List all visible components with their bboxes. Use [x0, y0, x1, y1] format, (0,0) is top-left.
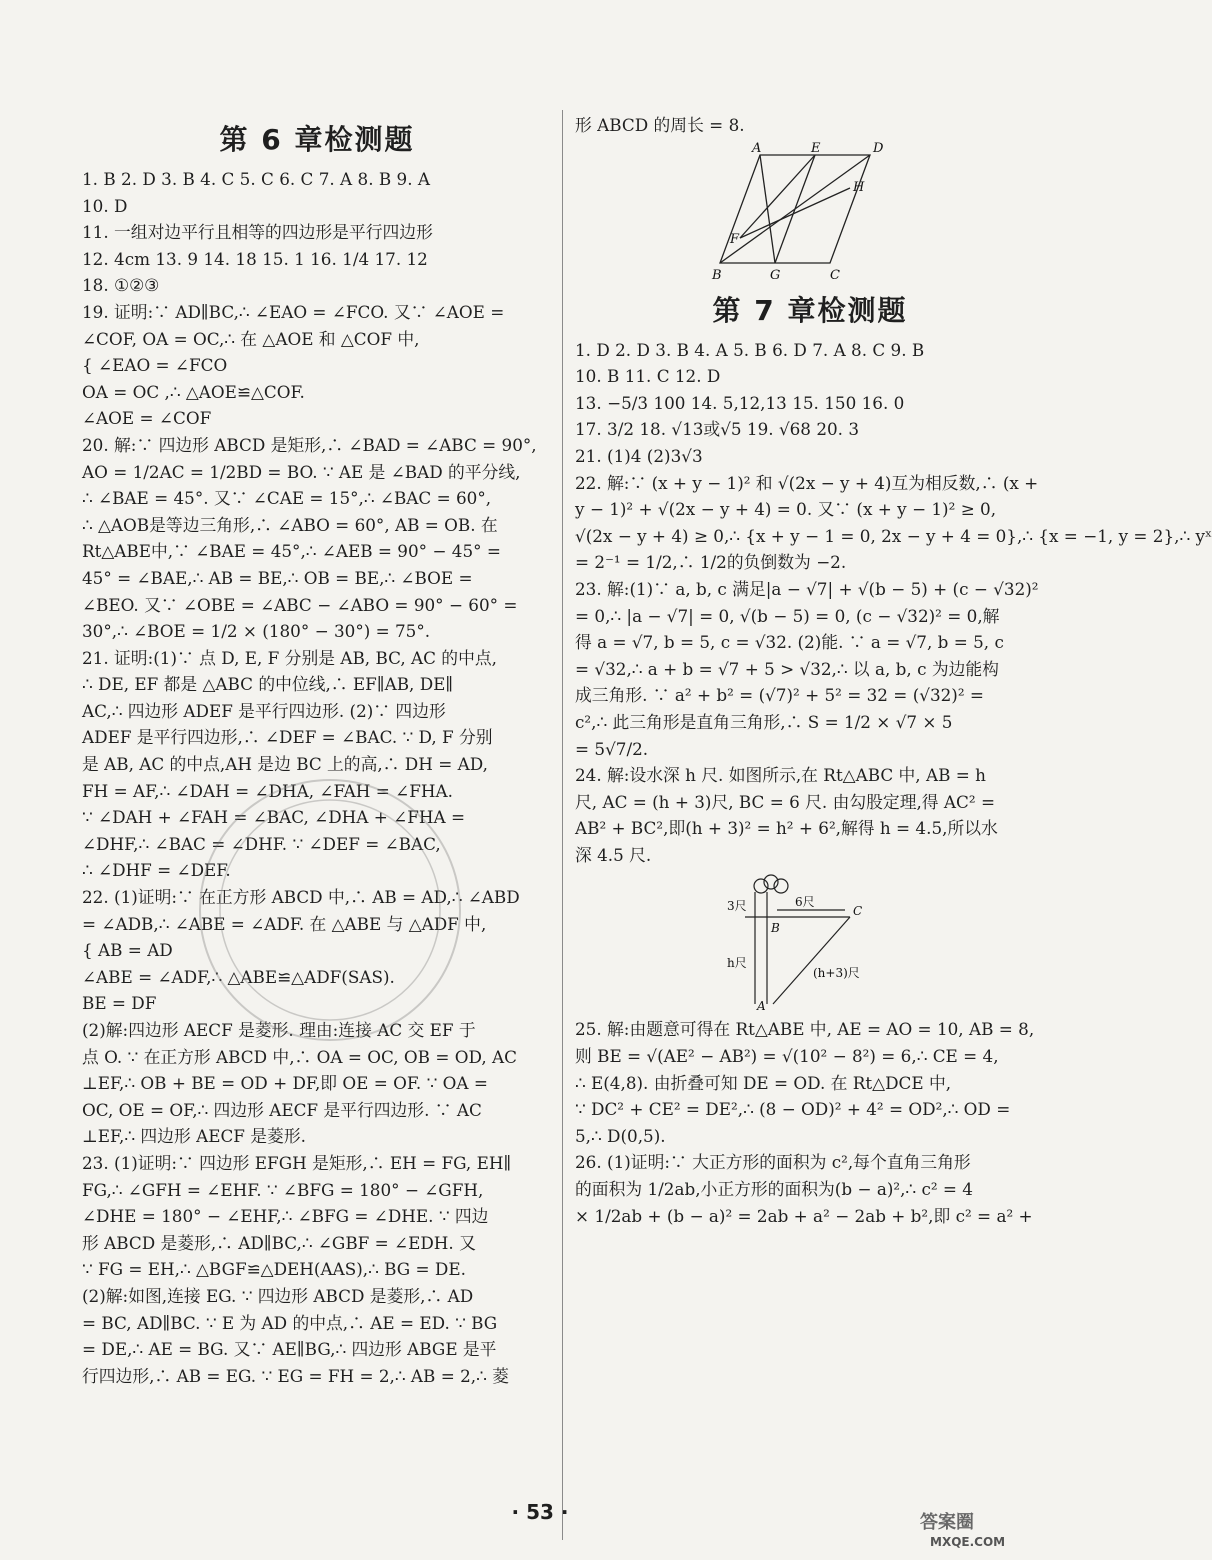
- answer-line: 22. (1)证明:∵ 在正方形 ABCD 中,∴ AB = AD,∴ ∠ABD: [82, 887, 520, 908]
- answer-line: = DE,∴ AE = BG. 又∵ AE∥BG,∴ 四边形 ABGE 是平: [82, 1339, 497, 1360]
- label-3chi: 3尺: [727, 899, 747, 914]
- answer-line: 23. (1)证明:∵ 四边形 EFGH 是矩形,∴ EH = FG, EH∥: [82, 1152, 512, 1173]
- answer-line: ∵ DC² + CE² = DE²,∴ (8 − OD)² + 4² = OD²,∴ OD =: [575, 1099, 1011, 1120]
- answer-line: ADEF 是平行四边形,∴ ∠DEF = ∠BAC. ∵ D, F 分别: [82, 727, 493, 748]
- label-h3chi: (h+3)尺: [813, 966, 860, 981]
- answer-line: AO = 1/2AC = 1/2BD = BO. ∵ AE 是 ∠BAD 的平分线,: [82, 461, 521, 482]
- answer-line: FG,∴ ∠GFH = ∠EHF. ∵ ∠BFG = 180° − ∠GFH,: [82, 1179, 484, 1200]
- answer-line: ∠COF, OA = OC,∴ 在 △AOE 和 △COF 中,: [82, 328, 420, 349]
- label-C2: C: [853, 904, 863, 919]
- answer-line: 21. (1)4 (2)3√3: [575, 445, 703, 466]
- answer-line: 17. 3/2 18. √13或√5 19. √68 20. 3: [575, 419, 860, 440]
- left-answer-lines: [82, 166, 552, 1389]
- answer-line: BE = DF: [82, 993, 157, 1014]
- answer-line: ⊥EF,∴ 四边形 AECF 是菱形.: [82, 1126, 306, 1147]
- label-B2: B: [771, 921, 780, 936]
- answer-line: y − 1)² + √(2x − y + 4) = 0. 又∵ (x + y − 1)² ≥ 0,: [575, 499, 997, 520]
- label-G: G: [770, 267, 781, 283]
- answer-line: ∠AOE = ∠COF: [82, 408, 212, 429]
- answer-line: ∴ DE, EF 都是 △ABC 的中位线,∴ EF∥AB, DE∥: [82, 674, 454, 695]
- answer-line: ∵ ∠DAH + ∠FAH = ∠BAC, ∠DHA + ∠FHA =: [82, 807, 466, 828]
- answer-line: { AB = AD: [82, 940, 173, 961]
- answer-line: 则 BE = √(AE² − AB²) = √(10² − 8²) = 6,∴ CE = 4,: [575, 1046, 999, 1067]
- answer-line: 深 4.5 尺.: [575, 844, 652, 865]
- column-divider: [562, 110, 563, 1540]
- answer-line: ∠DHF,∴ ∠BAC = ∠DHF. ∵ ∠DEF = ∠BAC,: [82, 833, 441, 854]
- answer-line: FH = AF,∴ ∠DAH = ∠DHA, ∠FAH = ∠FHA.: [82, 780, 453, 801]
- answer-line: OA = OC ,∴ △AOE≌△COF.: [82, 381, 305, 402]
- answer-line: = √32,∴ a + b = √7 + 5 > √32,∴ 以 a, b, c 为边能构: [575, 658, 999, 679]
- answer-line: AB² + BC²,即(h + 3)² = h² + 6²,解得 h = 4.5,所以水: [575, 818, 998, 839]
- answer-line: Rt△ABE中,∵ ∠BAE = 45°,∴ ∠AEB = 90° − 45° =: [82, 541, 501, 562]
- answer-line: 19. 证明:∵ AD∥BC,∴ ∠EAO = ∠FCO. 又∵ ∠AOE =: [82, 301, 505, 322]
- answer-line: 1. D 2. D 3. B 4. A 5. B 6. D 7. A 8. C 9. B: [575, 339, 925, 360]
- label-hchi: h尺: [727, 956, 747, 971]
- label-H: H: [853, 179, 865, 195]
- answer-line: 21. 证明:(1)∵ 点 D, E, F 分别是 AB, BC, AC 的中点,: [82, 647, 497, 668]
- watermark-url: MXQE.COM: [930, 1535, 1006, 1549]
- label-A2: A: [757, 999, 766, 1014]
- answer-line: ∵ FG = EH,∴ △BGF≌△DEH(AAS),∴ BG = DE.: [82, 1259, 466, 1280]
- answer-line: ⊥EF,∴ OB + BE = OD + DF,即 OE = OF. ∵ OA =: [82, 1073, 488, 1094]
- page-number: · 53 ·: [511, 1500, 569, 1524]
- answer-line: (2)解:四边形 AECF 是菱形. 理由:连接 AC 交 EF 于: [82, 1020, 476, 1040]
- answer-line: 25. 解:由题意可得在 Rt△ABE 中, AE = AO = 10, AB = 8,: [575, 1019, 1035, 1040]
- watermark-text: 答案圈: [920, 1512, 974, 1533]
- label-C: C: [830, 267, 840, 283]
- answer-line: AC,∴ 四边形 ADEF 是平行四边形. (2)∵ 四边形: [82, 700, 446, 721]
- answer-line: ∴ ∠DHF = ∠DEF.: [82, 860, 231, 881]
- answer-line: = 2⁻¹ = 1/2,∴ 1/2的负倒数为 −2.: [575, 552, 847, 573]
- answer-line: 点 O. ∵ 在正方形 ABCD 中,∴ OA = OC, OB = OD, AC: [82, 1046, 517, 1067]
- label-B: B: [712, 267, 722, 283]
- answer-line: ∴ ∠BAE = 45°. 又∵ ∠CAE = 15°,∴ ∠BAC = 60°,: [82, 488, 492, 509]
- left-column: [82, 112, 552, 1389]
- label-6chi: 6尺: [795, 895, 815, 910]
- label-E: E: [811, 140, 821, 156]
- answer-line: 13. −5/3 100 14. 5,12,13 15. 150 16. 0: [575, 392, 905, 413]
- right-answer-lines-a: [575, 337, 1212, 869]
- answer-line: 成三角形. ∵ a² + b² = (√7)² + 5² = 32 = (√32)² =: [575, 685, 984, 706]
- answer-line: = 5√7/2.: [575, 738, 649, 759]
- answer-line: 是 AB, AC 的中点,AH 是边 BC 上的高,∴ DH = AD,: [82, 754, 488, 775]
- answer-line: 11. 一组对边平行且相等的四边形是平行四边形: [82, 222, 433, 243]
- parallelogram-figure: [710, 140, 910, 283]
- answer-line: 12. 4cm 13. 9 14. 18 15. 1 16. 1/4 17. 12: [82, 248, 428, 269]
- answer-line: 30°,∴ ∠BOE = 1/2 × (180° − 30°) = 75°.: [82, 621, 431, 642]
- answer-line: 尺, AC = (h + 3)尺, BC = 6 尺. 由勾股定理,得 AC² =: [575, 791, 996, 812]
- chapter-7-title: 第 7 章检测题: [712, 293, 908, 327]
- answer-line: OC, OE = OF,∴ 四边形 AECF 是平行四边形. ∵ AC: [82, 1099, 482, 1120]
- answer-line: 23. 解:(1)∵ a, b, c 满足|a − √7| + √(b − 5) + (c − √32)²: [575, 578, 1039, 599]
- right-column: [575, 112, 1212, 1229]
- answer-line: 1. B 2. D 3. B 4. C 5. C 6. C 7. A 8. B 9. A: [82, 169, 430, 189]
- answer-line: 24. 解:设水深 h 尺. 如图所示,在 Rt△ABC 中, AB = h: [575, 765, 986, 786]
- answer-line: 10. D: [82, 195, 128, 216]
- answer-line: 形 ABCD 是菱形,∴ AD∥BC,∴ ∠GBF = ∠EDH. 又: [82, 1232, 476, 1253]
- answer-line: × 1/2ab + (b − a)² = 2ab + a² − 2ab + b²,即 c² = a² +: [575, 1205, 1033, 1226]
- label-A: A: [752, 140, 762, 156]
- answer-line: ∠ABE = ∠ADF,∴ △ABE≌△ADF(SAS).: [82, 966, 395, 987]
- answer-line: 20. 解:∵ 四边形 ABCD 是矩形,∴ ∠BAD = ∠ABC = 90°,: [82, 434, 537, 455]
- label-D: D: [873, 140, 884, 156]
- answer-line: (2)解:如图,连接 EG. ∵ 四边形 ABCD 是菱形,∴ AD: [82, 1285, 474, 1306]
- answer-line: 18. ①②③: [82, 275, 160, 296]
- answer-line: 10. B 11. C 12. D: [575, 366, 721, 387]
- answer-line: 的面积为 1/2ab,小正方形的面积为(b − a)²,∴ c² = 4: [575, 1179, 973, 1200]
- answer-line: 26. (1)证明:∵ 大正方形的面积为 c²,每个直角三角形: [575, 1152, 971, 1173]
- right-answer-lines-b: [575, 1016, 1045, 1229]
- answer-line: 得 a = √7, b = 5, c = √32. (2)能. ∵ a = √7, b = 5, c: [575, 632, 1004, 653]
- answer-line: 22. 解:∵ (x + y − 1)² 和 √(2x − y + 4)互为相反数,∴ (x +: [575, 472, 1039, 493]
- answer-line: ∴ △AOB是等边三角形,∴ ∠ABO = 60°, AB = OB. 在: [82, 514, 498, 535]
- answer-line: = 0,∴ |a − √7| = 0, √(b − 5) = 0, (c − √32)² = 0,解: [575, 605, 1000, 626]
- answer-line: = BC, AD∥BC. ∵ E 为 AD 的中点,∴ AE = ED. ∵ BG: [82, 1312, 498, 1333]
- label-F: F: [730, 231, 740, 247]
- answer-line: 行四边形,∴ AB = EG. ∵ EG = FH = 2,∴ AB = 2,∴ 菱: [82, 1365, 509, 1386]
- answer-line: √(2x − y + 4) ≥ 0,∴ {x + y − 1 = 0, 2x − y + 4 = 0},∴ {x = −1, y = 2},∴ yˣ: [575, 525, 1212, 546]
- pond-lotus-figure: [725, 872, 895, 1012]
- watermark-logo: [890, 1508, 1060, 1552]
- answer-line: ∠BEO. 又∵ ∠OBE = ∠ABC − ∠ABO = 90° − 60° =: [82, 594, 518, 615]
- intro-line: 形 ABCD 的周长 = 8.: [575, 115, 745, 135]
- answer-line: ∴ E(4,8). 由折叠可知 DE = OD. 在 Rt△DCE 中,: [575, 1072, 952, 1093]
- chapter-6-title: 第 6 章检测题: [219, 123, 415, 156]
- answer-line: = ∠ADB,∴ ∠ABE = ∠ADF. 在 △ABE 与 △ADF 中,: [82, 913, 487, 934]
- answer-line: c²,∴ 此三角形是直角三角形,∴ S = 1/2 × √7 × 5: [575, 711, 953, 732]
- answer-line: 45° = ∠BAE,∴ AB = BE,∴ OB = BE,∴ ∠BOE =: [82, 567, 473, 588]
- answer-line: { ∠EAO = ∠FCO: [82, 355, 228, 376]
- answer-line: 5,∴ D(0,5).: [575, 1125, 666, 1146]
- answer-line: ∠DHE = 180° − ∠EHF,∴ ∠BFG = ∠DHE. ∵ 四边: [82, 1206, 489, 1227]
